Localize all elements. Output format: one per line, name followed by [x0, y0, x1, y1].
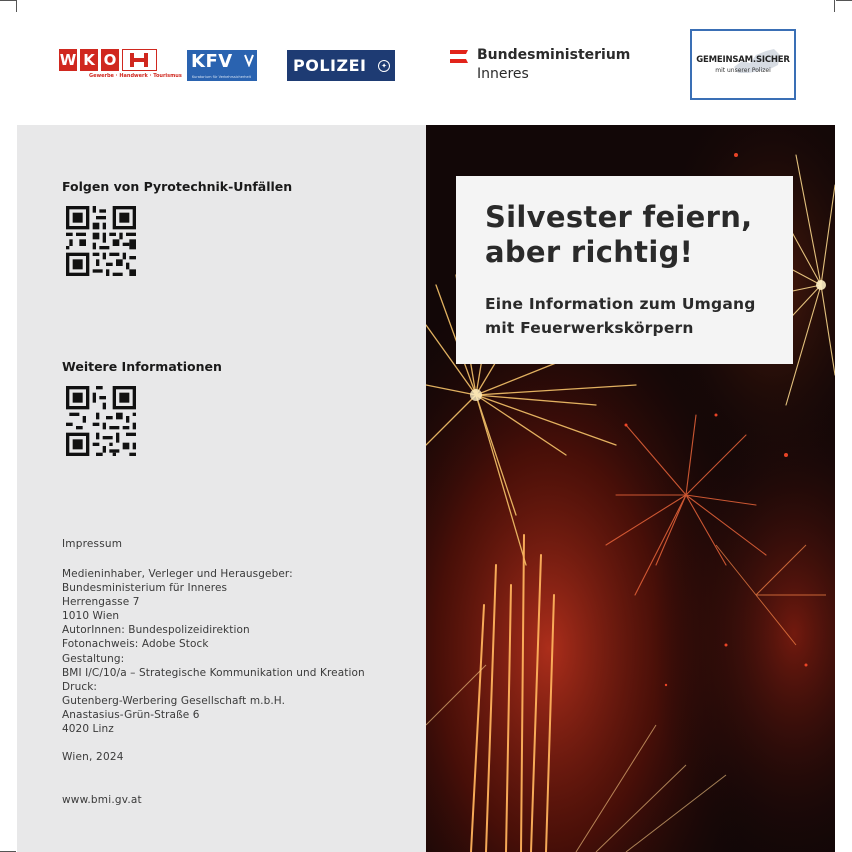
cover-subtitle-line: mit Feuerwerkskörpern [485, 319, 694, 337]
qr-code-icon[interactable] [66, 206, 136, 276]
kfv-logo [187, 50, 257, 81]
bmi-logo [449, 47, 629, 87]
polizei-logo [287, 50, 395, 81]
impressum-line: Fotonachweis: Adobe Stock [62, 638, 209, 651]
crop-mark [836, 0, 852, 1]
austria-flag-icon [450, 50, 468, 63]
impressum-line: Anastasius-Grün-Straße 6 [62, 708, 200, 721]
impressum-line: Medieninhaber, Verleger und Herausgeber: [62, 568, 293, 580]
impressum-line: 4020 Linz [62, 723, 114, 736]
impressum-line: Herrengasse 7 [62, 596, 140, 609]
crop-mark [16, 0, 17, 12]
wko-letter-k: K [80, 49, 98, 71]
wko-building-icon [122, 49, 157, 71]
wko-tagline: Gewerbe · Handwerk · Tourismus [89, 73, 182, 79]
impressum-line: AutorInnen: Bundespolizeidirektion [62, 624, 250, 637]
impressum-line: Gestaltung: [62, 652, 125, 665]
crop-mark [834, 0, 835, 12]
austrian-eagle-icon: ✦ [378, 60, 390, 72]
impressum-line: Gutenberg-Werbering Gesellschaft m.b.H. [62, 694, 286, 707]
wko-letter-w: W [59, 51, 77, 69]
cover-subtitle [485, 292, 756, 340]
impressum-line: 1010 Wien [62, 610, 120, 623]
wko-letter-o: O [101, 49, 119, 71]
wko-logo [59, 49, 182, 83]
kfv-mark-icon [244, 53, 254, 67]
cover-title [485, 200, 753, 270]
publication-place-date: Wien, 2024 [62, 751, 124, 763]
qr-heading-accidents: Folgen von Pyrotechnik-Unfällen [62, 179, 293, 194]
kfv-tagline: Kuratorium für Verkehrssicherheit [192, 75, 252, 79]
gemeinsam-sicher-logo [690, 29, 796, 100]
gemeinsam-sicher-subtitle: mit unserer Polizei [715, 67, 771, 74]
bmi-name: Bundesministerium [477, 47, 631, 63]
cover-title-line: Silvester feiern, [485, 200, 753, 234]
crop-mark [0, 0, 16, 1]
impressum-line: Bundesministerium für Inneres [62, 582, 228, 595]
cover-title-line: aber richtig! [485, 235, 694, 269]
impressum-line: BMI I/C/10/a – Strategische Kommunikation und Kreation [62, 666, 365, 679]
impressum-block [62, 567, 365, 736]
qr-code-icon[interactable] [66, 386, 136, 456]
impressum-line: Druck: [62, 680, 98, 693]
website-link[interactable]: www.bmi.gv.at [62, 794, 142, 806]
bmi-subname: Inneres [477, 66, 529, 82]
cover-subtitle-line: Eine Information zum Umgang [485, 295, 756, 313]
polizei-name: POLIZEI [293, 56, 367, 75]
qr-heading-more-info: Weitere Informationen [62, 359, 222, 374]
kfv-name: KFV [191, 51, 233, 72]
gemeinsam-sicher-title: GEMEINSAM.SICHER [696, 55, 790, 65]
impressum-heading: Impressum [62, 538, 123, 550]
